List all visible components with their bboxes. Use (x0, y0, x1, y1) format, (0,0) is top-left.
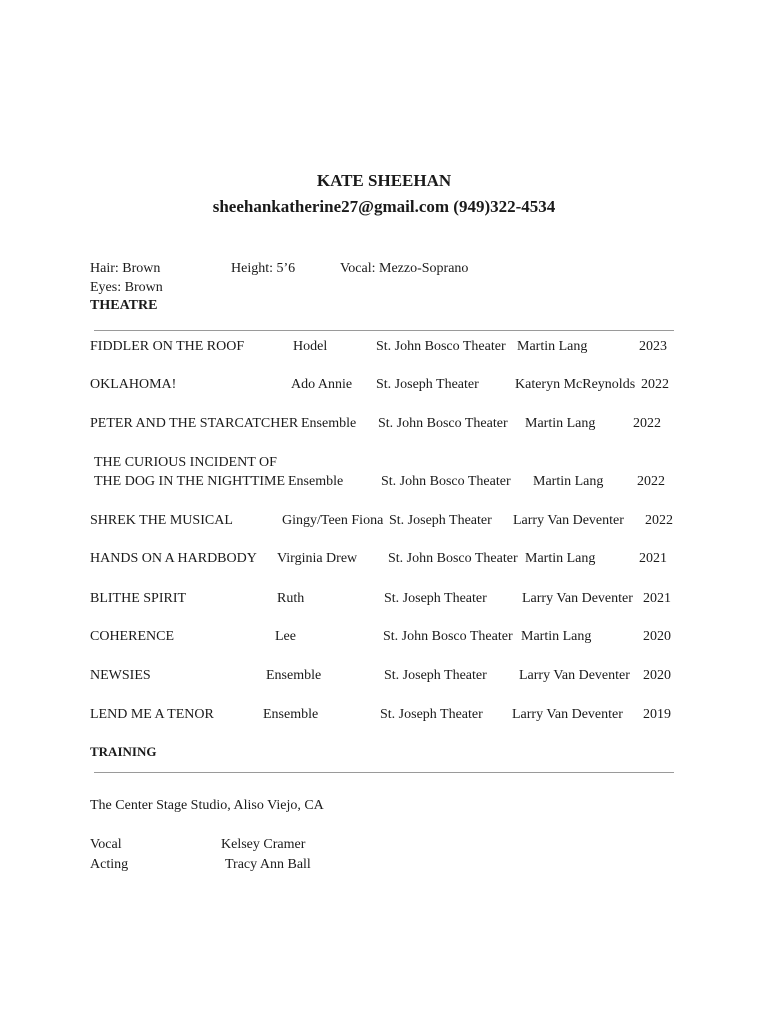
credit-director: Larry Van Deventer (513, 513, 624, 528)
credit-show: LEND ME A TENOR (90, 707, 214, 722)
section-divider (94, 772, 674, 773)
section-heading-theatre: THEATRE (90, 298, 158, 313)
credit-role: Ado Annie (291, 377, 353, 392)
stat-eyes: Eyes: Brown (90, 280, 163, 295)
credit-show: SHREK THE MUSICAL (90, 513, 233, 528)
stat-hair: Hair: Brown (90, 261, 161, 276)
credit-venue: St. John Bosco Theater (381, 474, 511, 489)
credit-year: 2022 (641, 377, 669, 392)
training-label: Acting (90, 857, 129, 872)
credit-year: 2020 (643, 629, 671, 644)
training-teacher: Kelsey Cramer (221, 837, 306, 852)
credit-role: Ensemble (288, 474, 344, 489)
credit-year: 2019 (643, 707, 671, 722)
credit-venue: St. Joseph Theater (384, 591, 487, 606)
credit-show: THE DOG IN THE NIGHTTIME (94, 474, 286, 489)
credit-show-line1: THE CURIOUS INCIDENT OF (94, 455, 277, 470)
credit-year: 2022 (637, 474, 665, 489)
credit-show: HANDS ON A HARDBODY (90, 551, 257, 566)
credit-show: PETER AND THE STARCATCHER (90, 416, 299, 431)
credit-show: BLITHE SPIRIT (90, 591, 187, 606)
credit-venue: St. John Bosco Theater (376, 339, 506, 354)
credit-year: 2022 (645, 513, 673, 528)
credit-director: Larry Van Deventer (512, 707, 623, 722)
section-divider (94, 330, 674, 331)
credit-venue: St. John Bosco Theater (388, 551, 518, 566)
credit-role: Ensemble (263, 707, 319, 722)
credit-show: OKLAHOMA! (90, 377, 177, 392)
credit-show: COHERENCE (90, 629, 174, 644)
credit-director: Martin Lang (533, 474, 604, 489)
credit-venue: St. John Bosco Theater (378, 416, 508, 431)
stat-vocal: Vocal: Mezzo-Soprano (340, 261, 469, 276)
resume-name: KATE SHEEHAN (316, 171, 452, 190)
credit-director: Kateryn McReynolds (515, 377, 636, 392)
contact-line: sheehankatherine27@gmail.com (949)322-4534 (212, 197, 556, 216)
credit-role: Ruth (277, 591, 305, 606)
credit-venue: St. John Bosco Theater (383, 629, 513, 644)
credit-year: 2022 (633, 416, 661, 431)
training-teacher: Tracy Ann Ball (225, 857, 311, 872)
training-label: Vocal (90, 837, 122, 852)
credit-director: Martin Lang (525, 416, 596, 431)
credit-venue: St. Joseph Theater (389, 513, 492, 528)
credit-role: Gingy/Teen Fiona (282, 513, 384, 528)
credit-show: FIDDLER ON THE ROOF (90, 339, 245, 354)
training-studio: The Center Stage Studio, Aliso Viejo, CA (90, 798, 324, 813)
stat-height: Height: 5’6 (231, 261, 296, 276)
credit-venue: St. Joseph Theater (380, 707, 483, 722)
credit-year: 2023 (639, 339, 667, 354)
credit-director: Martin Lang (517, 339, 588, 354)
credit-director: Martin Lang (521, 629, 592, 644)
credit-role: Ensemble (301, 416, 357, 431)
credit-role: Hodel (293, 339, 328, 354)
credit-year: 2021 (639, 551, 667, 566)
credit-year: 2020 (643, 668, 671, 683)
credit-year: 2021 (643, 591, 671, 606)
credit-role: Lee (275, 629, 296, 644)
credit-show: NEWSIES (90, 668, 151, 683)
credit-director: Larry Van Deventer (519, 668, 630, 683)
credit-director: Martin Lang (525, 551, 596, 566)
section-heading-training: TRAINING (90, 744, 157, 759)
credit-venue: St. Joseph Theater (384, 668, 487, 683)
credit-director: Larry Van Deventer (522, 591, 633, 606)
credit-role: Ensemble (266, 668, 322, 683)
credit-venue: St. Joseph Theater (376, 377, 479, 392)
credit-role: Virginia Drew (277, 551, 358, 566)
